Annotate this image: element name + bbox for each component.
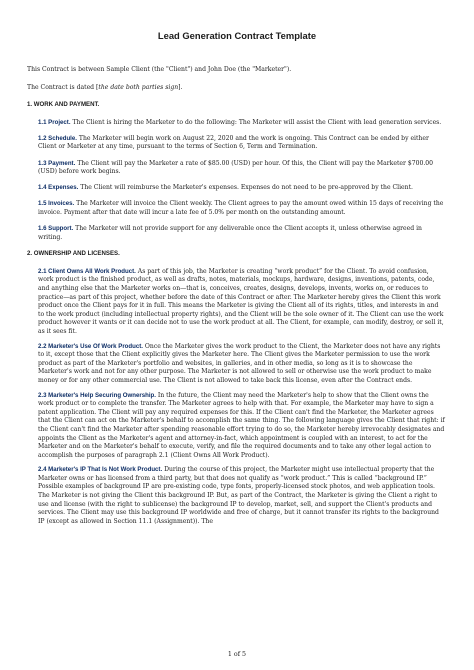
clause-lead: 1.1 Project. [38, 118, 71, 126]
document-body [27, 66, 446, 532]
clause-1-2 [38, 135, 446, 152]
clause-lead: 1.5 Invoices. [38, 200, 75, 208]
clause-text: As part of this job, the Marketer is creating “work product” for the Client. To avoid confusion, work product is the finished product, as well as drafts, notes, materials, mockups, hardware, designs, inventions, patents, code, and anything else that the Marketer works on—that is, conceives, creates, designs, develops, invents, works on, or reduces to practice—as part of this project, whether before the date of this Contract or after. The Marketer hereby gives the Client this work product once the Client pays for it in full. This means the Marketer is giving the Client all of its rights, titles, and interests in and to the work product (including intellectual property rights), and the Client will be the sole owner of it. The Client can use the work product however it wants or it can decide not to use the work product at all. The Client, for example, can modify, destroy, or sell it, as it sees fit. [38, 267, 444, 335]
clause-text: The Client will reimburse the Marketer's expenses. Expenses do not need to be pre-approved by the Client. [78, 184, 413, 192]
clause-text: Once the Marketer gives the work product to the Client, the Marketer does not have any rights to it, except those that the Client explicitly gives the Marketer here. The Client gives the Marketer permission to use the work product as part of the Marketer's portfolio and websites, in galleries, and in other media, so long as it is to showcase the Marketer's work and not for any other purpose. The Marketer is not allowed to sell or otherwise use the work product to make money or for any other commercial use. The Client is not allowed to take back this license, even after the Contract ends. [38, 342, 441, 384]
intro-dated [27, 84, 446, 93]
intro-dated-suffix: ]. [178, 83, 183, 91]
clause-2-1 [38, 268, 446, 337]
clause-1-1 [38, 119, 446, 128]
section-ownership-and-licenses [27, 250, 446, 526]
clause-text: In the future, the Client may need the Marketer's help to show that the Client owns the work product or to complete the transfer. The Marketer agrees to help with that. For example, the Marketer may have to sign a patent application. The Client will pay any required expenses for this. If the Client can't find the Marketer, the Marketer agrees that the Client can act on the Marketer's behalf to accomplish the same thing. The following language gives the Client that right: if the Client can't find the Marketer after spending reasonable effort trying to do so, the Marketer hereby irrevocably designates and appoints the Client as the Marketer's agent and attorney-in-fact, which appointment is coupled with an interest, to act for the Marketer and on the Marketer's behalf to execute, verify, and file the required documents and to take any other legal action to accomplish the purposes of paragraph 2.1 (Client Owns All Work Product). [38, 391, 445, 459]
clause-text: The Client will pay the Marketer a rate of $85.00 (USD) per hour. Of this, the Client will pay the Marketer $700.00 (USD) before work begins. [38, 159, 434, 176]
clause-1-3 [38, 160, 446, 177]
clause-2-3 [38, 392, 446, 461]
clause-lead: 1.2 Schedule. [38, 134, 77, 142]
clause-text: The Marketer will not provide support for any deliverable once the Client accepts it, unless otherwise agreed in writing. [38, 225, 422, 241]
clause-2-2 [38, 343, 446, 386]
clause-lead: 2.1 Client Owns All Work Product. [38, 267, 136, 275]
section-work-and-payment [27, 101, 446, 242]
page-number: 1 of 5 [227, 651, 247, 658]
clause-text: During the course of this project, the Marketer might use intellectual property that the Marketer owns or has licensed from a third party, but that does not qualify as “work product.” This is called “background IP.” Possible examples of background IP are pre-existing code, type fonts, properly-licensed stock photos, and web application tools. The Marketer is not giving the Client this background IP. But, as part of the Contract, the Marketer is giving the Client a right to use and license (with the right to sublicense) the background IP to develop, market, sell, and support the Client's products and services. The Client may use this background IP worldwide and free of charge, but it cannot transfer its rights to the background IP (except as allowed in Section 11.1 (Assignment)). The [38, 466, 439, 525]
section-heading: 1. WORK AND PAYMENT. [27, 101, 100, 109]
clause-lead: 1.6 Support. [38, 225, 74, 233]
document-title: Lead Generation Contract Template [157, 30, 317, 41]
clause-1-6 [38, 225, 446, 242]
intro-dated-prefix: The Contract is dated [ [27, 83, 99, 91]
clause-2-4 [38, 466, 446, 526]
clause-lead: 2.4 Marketer's IP That Is Not Work Product. [38, 466, 163, 474]
clause-lead: 1.3 Payment. [38, 159, 76, 167]
clause-lead: 1.4 Expenses. [38, 184, 79, 192]
clause-text: The Marketer will invoice the Client weekly. The Client agrees to pay the amount owed within 15 days of receiving the invoice. Payment after that date will incur a late fee of 5.0% per month on the outstanding amount. [38, 200, 444, 216]
intro-parties: This Contract is between Sample Client (the "Client") and John Doe (the "Marketer"). [27, 66, 292, 73]
clause-1-4 [38, 184, 446, 193]
clause-text: The Marketer will begin work on August 22, 2020 and the work is ongoing. This Contract can be ended by either Client or Marketer at any time, pursuant to the terms of Section 6, Term and Termination. [38, 134, 429, 151]
clause-1-5 [38, 200, 446, 217]
clause-lead: 2.3 Marketer's Help Securing Ownership. [38, 391, 156, 399]
intro-dated-placeholder: the date both parties sign [98, 83, 179, 91]
clause-text: The Client is hiring the Marketer to do the following: The Marketer will assist the Client with lead generation services. [70, 118, 442, 126]
section-heading: 2. OWNERSHIP AND LICENSES. [27, 250, 120, 258]
clause-lead: 2.2 Marketer's Use Of Work Product. [38, 342, 143, 350]
